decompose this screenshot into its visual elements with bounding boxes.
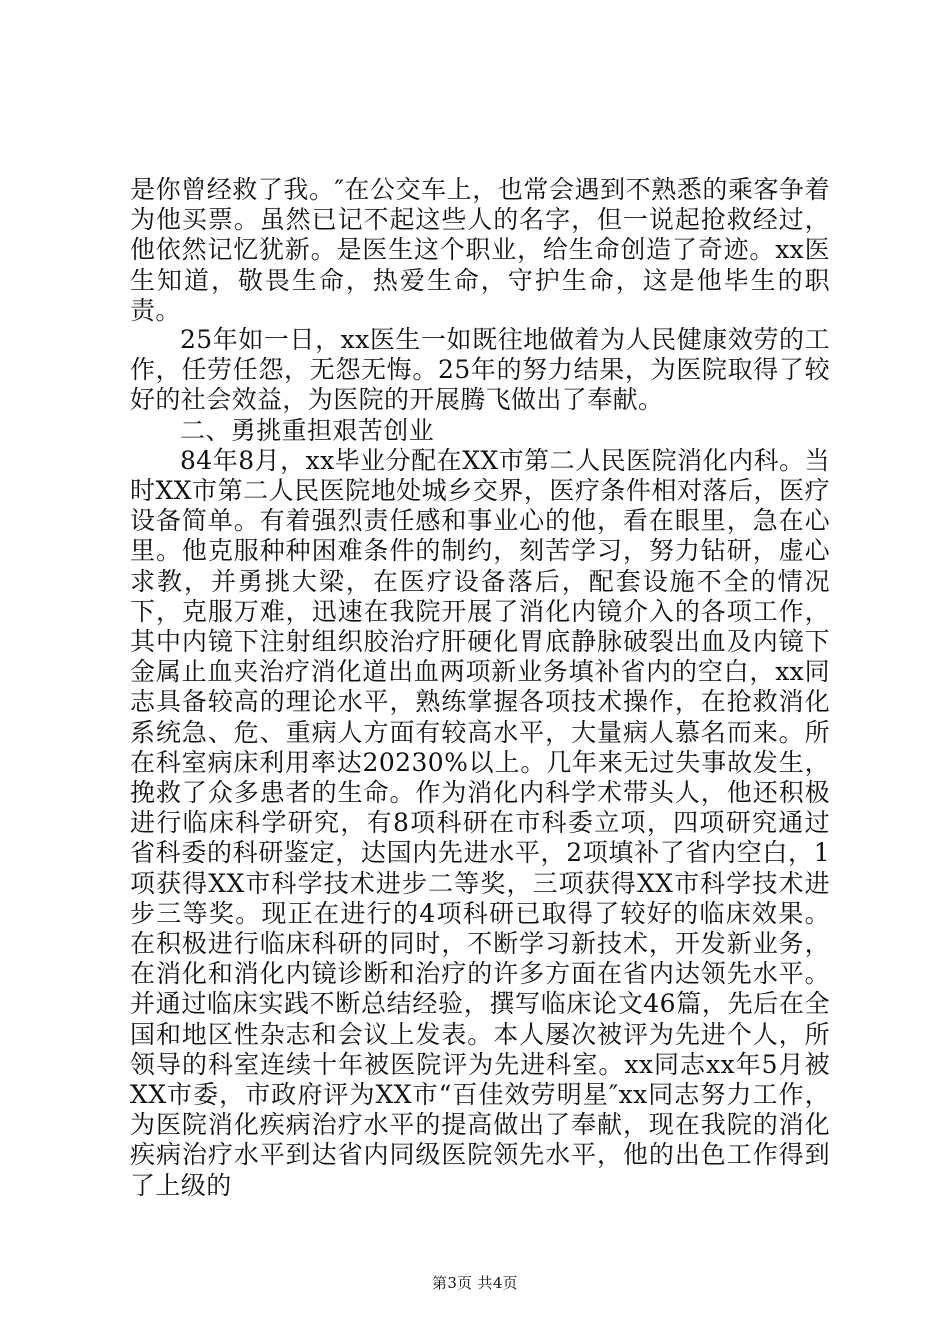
text-block-main [130, 325, 830, 1201]
paragraph-continued: 是你曾经救了我。″在公交车上，也常会遇到不熟悉的乘客争着为他买票。虽然已记不起这些人的名字，但一说起抢救经过，他依然记忆犹新。是医生这个职业，给生命创造了奇迹。xx医生知道，敬畏生命，热爱生命，守护生命，这是他毕生的职责。 [130, 175, 830, 325]
page-footer [0, 1272, 950, 1293]
page-number-label: 第3页 共4页 [432, 1274, 518, 1292]
paragraph-career: 84年8月，xx毕业分配在XX市第二人民医院消化内科。当时XX市第二人民医院地处城乡交界，医疗条件相对落后，医疗设备简单。有着强烈责任感和事业心的他，看在眼里，急在心里。他克服种种困难条件的制约，刻苦学习，努力钻研，虚心求教，并勇挑大梁，在医疗设备落后，配套设施不全的情况下，克服万难，迅速在我院开展了消化内镜介入的各项工作，其中内镜下注射组织胶治疗肝硬化胃底静脉破裂出血及内镜下金属止血夹治疗消化道出血两项新业务填补省内的空白，xx同志具备较高的理论水平，熟练掌握各项技术操作，在抢救消化系统急、危、重病人方面有较高水平，大量病人慕名而来。所在科室病床利用率达20230%以上。几年来无过失事故发生，挽救了众多患者的生命。作为消化内科学术带头人，他还积极进行临床科学研究，有8项科研在市科委立项，四项研究通过省科委的科研鉴定，达国内先进水平，2项填补了省内空白，1项获得XX市科学技术进步二等奖，三项获得XX市科学技术进步三等奖。现正在进行的4项科研已取得了较好的临床效果。在积极进行临床科研的同时，不断学习新技术，开发新业务，在消化和消化内镜诊断和治疗的许多方面在省内达领先水平。并通过临床实践不断总结经验，撰写临床论文46篇，先后在全国和地区性杂志和会议上发表。本人屡次被评为先进个人，所领导的科室连续十年被医院评为先进科室。xx同志xx年5月被XX市委，市政府评为XX市“百佳效劳明星″xx同志努力工作，为医院消化疾病治疗水平的提高做出了奉献，现在我院的消化疾病治疗水平到达省内同级医院领先水平，他的出色工作得到了上级的 [130, 445, 830, 1200]
paragraph-summary: 25年如一日，xx医生一如既往地做着为人民健康效劳的工作，任劳任怨，无怨无悔。25年的努力结果，为医院取得了较好的社会效益，为医院的开展腾飞做出了奉献。 [130, 325, 830, 415]
section-heading: 二、勇挑重担艰苦创业 [180, 415, 435, 445]
text-block-top [130, 175, 830, 326]
